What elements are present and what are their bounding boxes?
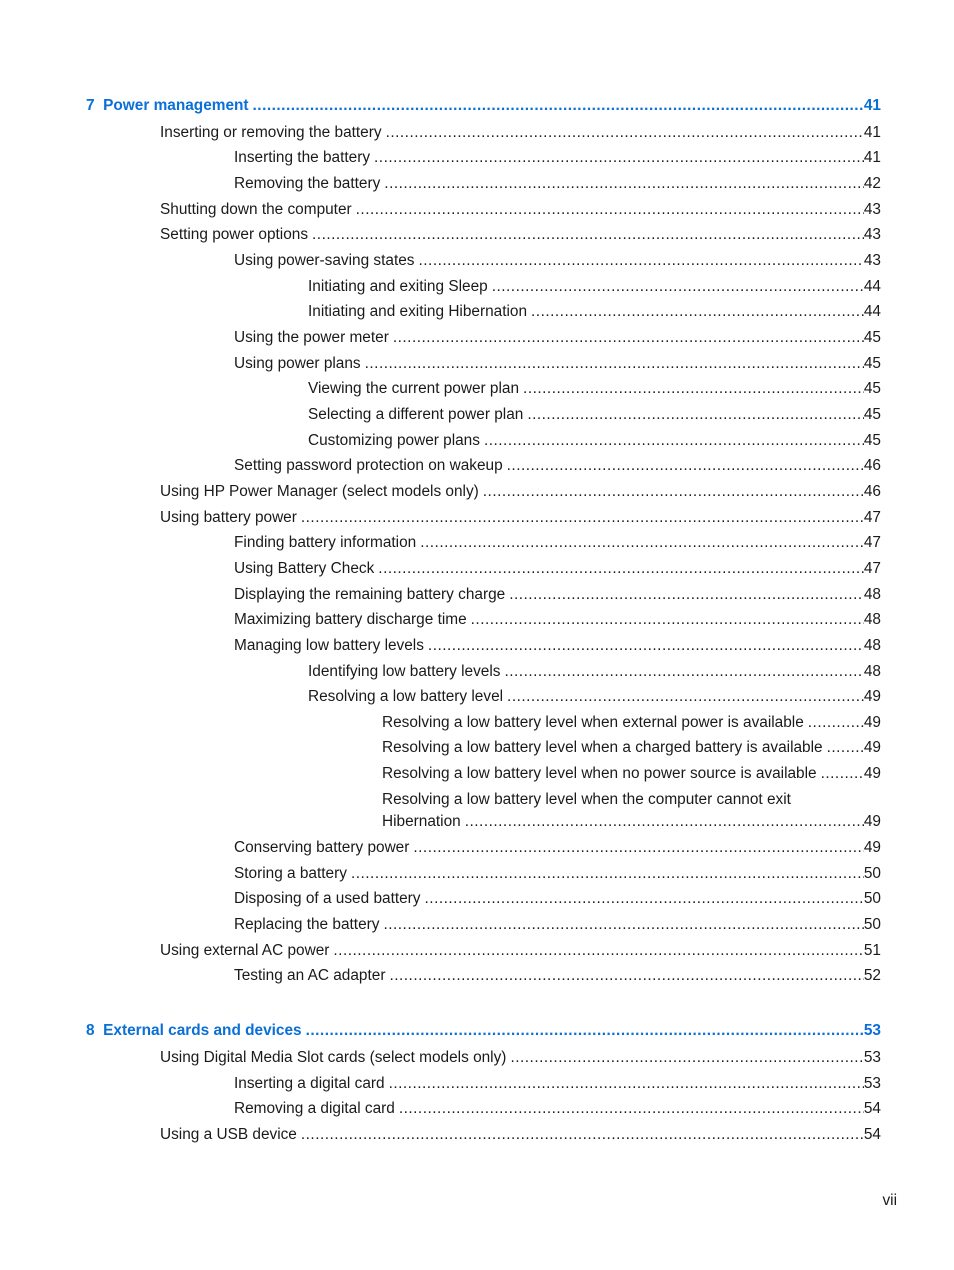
entry-title: Selecting a different power plan <box>308 406 524 423</box>
page-number: 45 <box>863 355 881 372</box>
toc-entry[interactable] <box>0 1048 954 1070</box>
toc-entry[interactable] <box>0 328 954 350</box>
dot-leader <box>488 277 864 297</box>
toc-entry[interactable] <box>0 431 954 453</box>
dot-leader <box>523 405 864 425</box>
dot-leader <box>302 1021 864 1041</box>
page-footer-number: vii <box>882 1192 897 1209</box>
page-number: 49 <box>863 765 881 782</box>
entry-title: Customizing power plans <box>308 432 480 449</box>
dot-leader <box>389 328 864 348</box>
page-number: 48 <box>863 611 881 628</box>
toc-entry[interactable] <box>0 277 954 299</box>
entry-title: Identifying low battery levels <box>308 663 501 680</box>
page-number: 48 <box>863 663 881 680</box>
page-number: 46 <box>863 483 881 500</box>
toc-entry[interactable] <box>0 915 954 937</box>
page-number: 49 <box>863 739 881 756</box>
dot-leader <box>308 225 864 245</box>
page-number: 48 <box>863 637 881 654</box>
toc-entry[interactable] <box>0 738 954 760</box>
entry-title: Using Battery Check <box>234 560 375 577</box>
dot-leader <box>385 966 863 986</box>
dot-leader <box>467 610 864 630</box>
toc-entry[interactable] <box>0 533 954 555</box>
page-number: 42 <box>863 175 881 192</box>
page-number: 54 <box>863 1126 881 1143</box>
toc-entry[interactable] <box>0 636 954 658</box>
toc-entry[interactable] <box>0 838 954 860</box>
entry-title: Removing the battery <box>234 175 381 192</box>
page-number: 54 <box>863 1100 881 1117</box>
page-number: 44 <box>863 303 881 320</box>
toc-entry[interactable] <box>0 302 954 324</box>
page-number: 45 <box>863 406 881 423</box>
dot-leader <box>424 636 864 656</box>
page-number: 45 <box>863 380 881 397</box>
dot-leader <box>506 1048 863 1068</box>
entry-title: Inserting or removing the battery <box>160 124 382 141</box>
toc-entry[interactable] <box>0 1125 954 1147</box>
toc-entry[interactable] <box>0 889 954 911</box>
entry-title: Initiating and exiting Sleep <box>308 278 488 295</box>
dot-leader <box>380 174 864 194</box>
dot-leader <box>415 251 864 271</box>
entry-title: Resolving a low battery level when external power is available <box>382 714 804 731</box>
toc-entry[interactable] <box>0 610 954 632</box>
page-number: 47 <box>863 509 881 526</box>
page-number: 52 <box>863 967 881 984</box>
page-number: 41 <box>863 97 881 114</box>
toc-entry[interactable] <box>0 482 954 504</box>
dot-leader <box>297 1125 864 1145</box>
entry-title: Inserting the battery <box>234 149 371 166</box>
chapter-number: 8 <box>86 1022 95 1039</box>
dot-leader <box>503 687 864 707</box>
toc-entry[interactable] <box>0 174 954 196</box>
dot-leader <box>527 302 864 322</box>
dot-leader <box>421 889 864 909</box>
dot-leader <box>479 482 864 502</box>
toc-entry[interactable] <box>0 225 954 247</box>
toc-entry[interactable] <box>0 941 954 963</box>
entry-title: Using power-saving states <box>234 252 415 269</box>
toc-entry[interactable] <box>0 559 954 581</box>
dot-leader <box>416 533 864 553</box>
chapter-number: 7 <box>86 97 95 114</box>
dot-leader <box>249 96 864 116</box>
entry-title: Hibernation <box>382 813 461 830</box>
toc-entry[interactable] <box>0 764 954 786</box>
dot-leader <box>297 508 864 528</box>
dot-leader <box>409 838 864 858</box>
toc-entry[interactable] <box>0 456 954 478</box>
dot-leader <box>382 123 864 143</box>
dot-leader <box>329 941 863 961</box>
page-number: 53 <box>863 1049 881 1066</box>
toc-entry[interactable] <box>0 200 954 222</box>
entry-title: Setting power options <box>160 226 309 243</box>
page-number: 41 <box>863 149 881 166</box>
page-number: 41 <box>863 124 881 141</box>
chapter-title: Power management <box>103 97 249 114</box>
page-number: 49 <box>863 688 881 705</box>
entry-title: Finding battery information <box>234 534 417 551</box>
dot-leader <box>519 379 864 399</box>
entry-title: Testing an AC adapter <box>234 967 386 984</box>
page-number: 50 <box>863 916 881 933</box>
page-number: 49 <box>863 813 881 830</box>
dot-leader <box>505 585 864 605</box>
page-number: 43 <box>863 252 881 269</box>
dot-leader <box>352 200 864 220</box>
dot-leader <box>361 354 864 374</box>
toc-entry[interactable] <box>0 148 954 170</box>
page-number: 51 <box>863 942 881 959</box>
toc-entry[interactable] <box>0 966 954 988</box>
dot-leader <box>817 764 864 784</box>
entry-title: Using HP Power Manager (select models only) <box>160 483 479 500</box>
entry-title: Storing a battery <box>234 865 347 882</box>
entry-title: Maximizing battery discharge time <box>234 611 467 628</box>
page-number: 47 <box>863 560 881 577</box>
toc-chapter-7[interactable] <box>0 96 954 118</box>
entry-title: Resolving a low battery level <box>308 688 504 705</box>
entry-title: Using battery power <box>160 509 297 526</box>
page-number: 49 <box>863 839 881 856</box>
dot-leader <box>804 713 864 733</box>
entry-title: Viewing the current power plan <box>308 380 520 397</box>
page-number: 45 <box>863 329 881 346</box>
toc-entry[interactable] <box>0 508 954 530</box>
page-number: 43 <box>863 226 881 243</box>
entry-title: Using Digital Media Slot cards (select models only) <box>160 1049 507 1066</box>
toc-entry[interactable] <box>0 662 954 684</box>
toc-entry[interactable] <box>0 585 954 607</box>
page-number: 50 <box>863 890 881 907</box>
entry-title: Replacing the battery <box>234 916 380 933</box>
entry-title: Using a USB device <box>160 1126 297 1143</box>
page-number: 44 <box>863 278 881 295</box>
entry-title: Shutting down the computer <box>160 201 352 218</box>
page-number: 46 <box>863 457 881 474</box>
toc-entry[interactable] <box>0 790 954 836</box>
entry-title-line1: Resolving a low battery level when the computer cannot exit <box>382 791 791 808</box>
toc-entry[interactable] <box>0 354 954 376</box>
entry-title: Using the power meter <box>234 329 389 346</box>
chapter-title: External cards and devices <box>103 1022 302 1039</box>
entry-title: Initiating and exiting Hibernation <box>308 303 528 320</box>
dot-leader <box>503 456 864 476</box>
dot-leader <box>370 148 864 168</box>
toc-entry[interactable] <box>0 405 954 427</box>
entry-title: Managing low battery levels <box>234 637 424 654</box>
toc-entry[interactable] <box>0 251 954 273</box>
entry-title: Using power plans <box>234 355 361 372</box>
toc-entry[interactable] <box>0 1074 954 1096</box>
page-number: 53 <box>863 1022 881 1039</box>
page-number: 43 <box>863 201 881 218</box>
toc-entry[interactable] <box>0 379 954 401</box>
toc-entry[interactable] <box>0 713 954 735</box>
toc-chapter-8[interactable] <box>0 1021 954 1043</box>
dot-leader <box>347 864 864 884</box>
toc-entry[interactable] <box>0 1099 954 1121</box>
entry-title: Removing a digital card <box>234 1100 395 1117</box>
entry-title: Displaying the remaining battery charge <box>234 586 506 603</box>
toc-entry[interactable] <box>0 864 954 886</box>
toc-entry[interactable] <box>0 687 954 709</box>
dot-leader <box>379 915 863 935</box>
dot-leader <box>395 1099 864 1119</box>
page-number: 47 <box>863 534 881 551</box>
entry-title: Setting password protection on wakeup <box>234 457 503 474</box>
page-number: 50 <box>863 865 881 882</box>
dot-leader <box>461 812 864 832</box>
dot-leader <box>480 431 864 451</box>
entry-title: Disposing of a used battery <box>234 890 421 907</box>
dot-leader <box>500 662 863 682</box>
entry-title: Resolving a low battery level when a charged battery is available <box>382 739 823 756</box>
page-number: 48 <box>863 586 881 603</box>
page-number: 45 <box>863 432 881 449</box>
entry-title: Resolving a low battery level when no power source is available <box>382 765 817 782</box>
dot-leader <box>823 738 864 758</box>
entry-title: Inserting a digital card <box>234 1075 385 1092</box>
page-number: 49 <box>863 714 881 731</box>
dot-leader <box>385 1074 864 1094</box>
toc-entry[interactable] <box>0 123 954 145</box>
page-number: 53 <box>863 1075 881 1092</box>
entry-title: Using external AC power <box>160 942 330 959</box>
dot-leader <box>374 559 864 579</box>
entry-title: Conserving battery power <box>234 839 410 856</box>
